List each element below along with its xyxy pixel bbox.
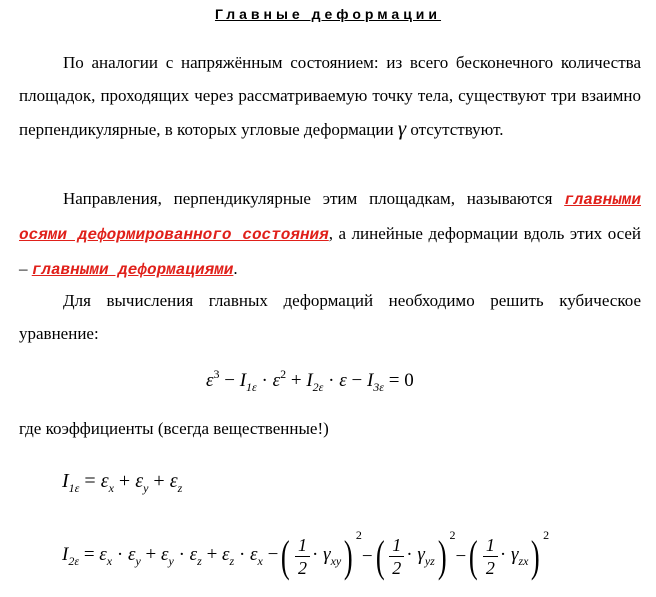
definition-text-a: Направления, перпендикулярные этим площадкам, называются	[63, 189, 565, 208]
equation-I1: $I_{1\varepsilon} = \varepsilon_x + \varepsilon_y + \varepsilon_z$	[62, 470, 183, 495]
page-title: Главные деформации	[214, 6, 442, 22]
equation-I2: $I_{2\varepsilon} = \varepsilon_x \cdot \varepsilon_y + \varepsilon_y \cdot \varepsilon_z + \varepsilon_z \cdot \varepsilon_x$ −( $\frac{1}{2}$ · $\gamma_{xy}$) $^2$−( $\frac{1}{2}$ · $\gamma_{yz}$) $^2$−( $\frac{1}{2}$ · $\gamma_{zx}$) $^2$	[62, 528, 550, 581]
definition-text-c: .	[233, 259, 238, 278]
paragraph-definition	[19, 182, 641, 287]
paragraph-intro	[19, 46, 641, 146]
term-principal-axes: главными осями деформированного состояния	[19, 191, 641, 244]
paragraph-intro-text: По аналогии с напряжённым состоянием: из всего бесконечного количества площадок, проходящих через рассматриваемую точку тела, существуют три взаимно перпендикулярные, в которых угловые деформации	[19, 53, 641, 139]
equation-cubic: $\varepsilon^3 - I_{1\varepsilon} \cdot \varepsilon^2 + I_{2\varepsilon} \cdot \varepsilon - I_{3\varepsilon} = 0$	[206, 367, 414, 394]
term-principal-strains: главными деформациями	[31, 261, 234, 279]
paragraph-intro-tail: отсутствуют.	[406, 120, 504, 139]
paragraph-coefficients: где коэффициенты (всегда вещественные!)	[19, 419, 329, 438]
gamma-symbol: γ	[397, 116, 407, 140]
definition-text-b: , а линейные деформации вдоль этих осей –	[19, 224, 642, 278]
paragraph-cubic-intro: Для вычисления главных деформаций необходимо решить кубическое уравнение:	[19, 291, 641, 343]
